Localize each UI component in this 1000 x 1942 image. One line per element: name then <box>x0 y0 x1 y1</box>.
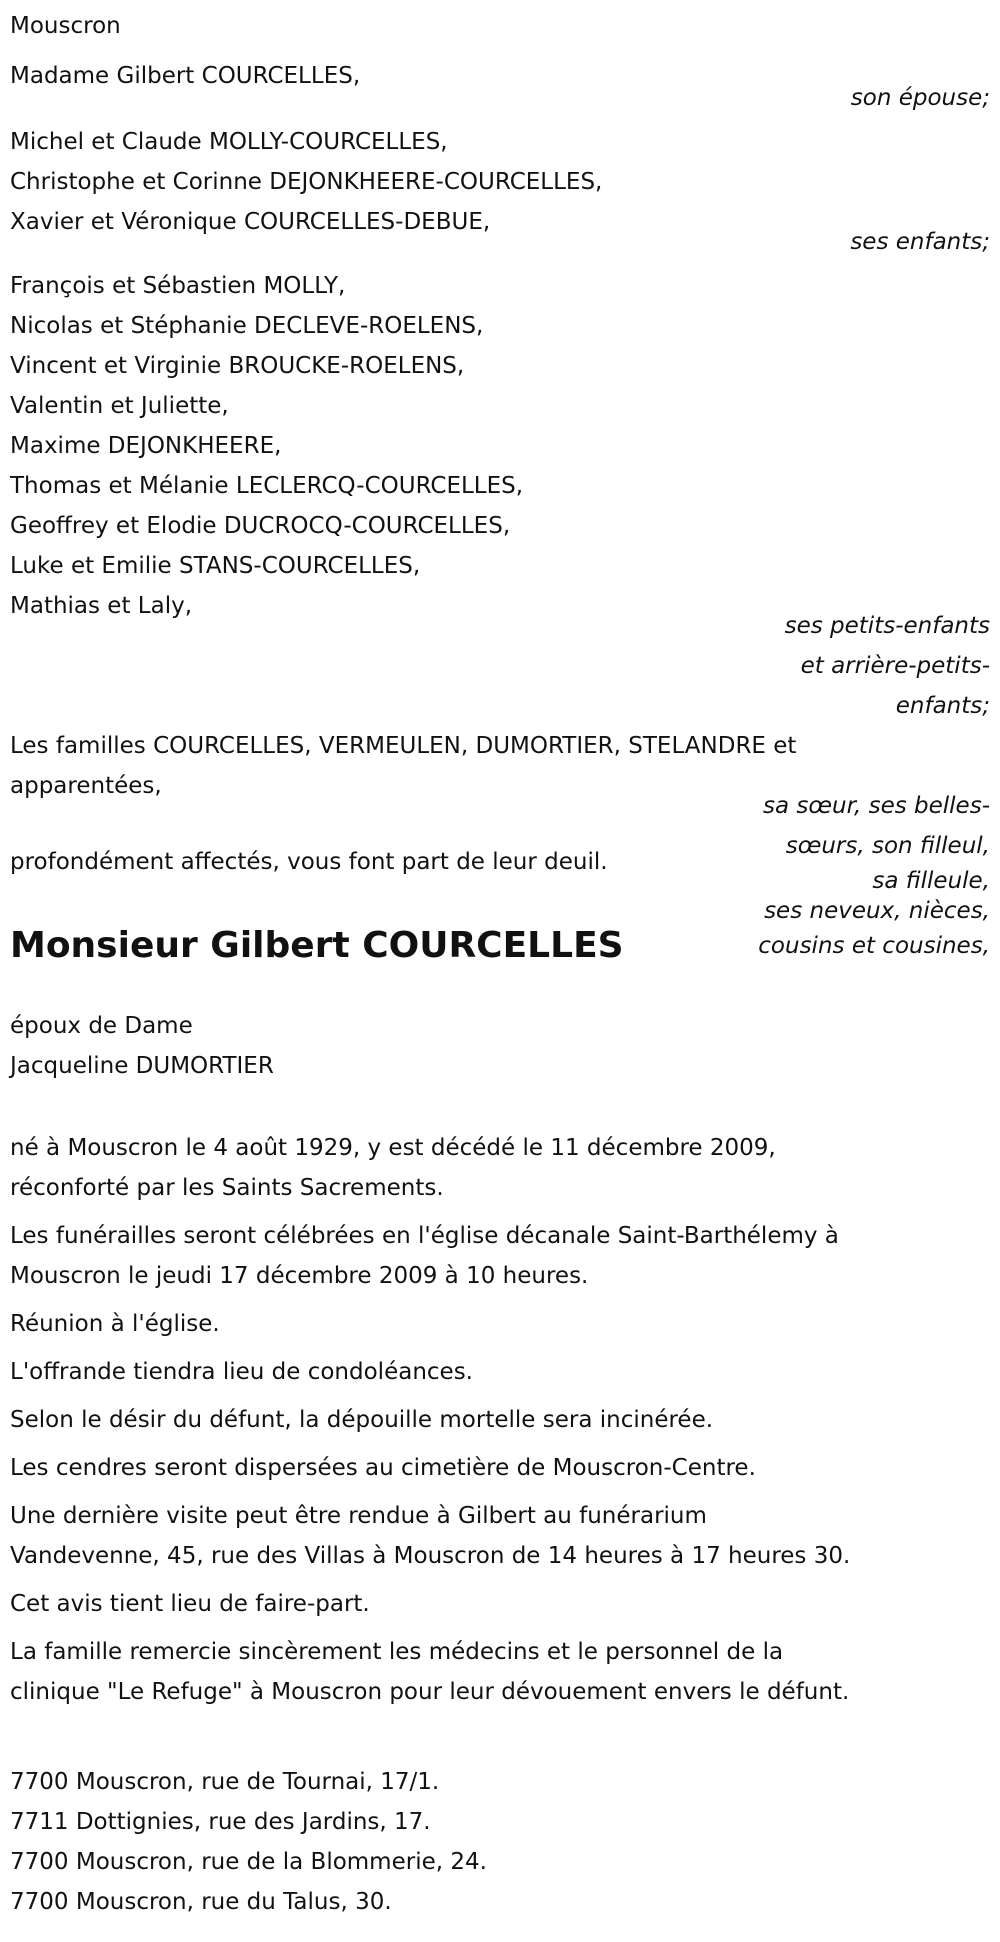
children-list <box>10 122 602 242</box>
role-line: cousins et cousines, <box>758 933 990 959</box>
announcement: profondément affectés, vous font part de leur deuil. <box>10 849 608 875</box>
list-item: Geoffrey et Elodie DUCROCQ-COURCELLES, <box>10 513 511 539</box>
paragraph: L'offrande tiendra lieu de condoléances. <box>10 1359 473 1385</box>
deceased-name: Monsieur Gilbert COURCELLES <box>10 925 624 966</box>
address-line: 7711 Dottignies, rue des Jardins, 17. <box>10 1809 431 1835</box>
location: Mouscron <box>10 13 121 39</box>
paragraph-line: Vandevenne, 45, rue des Villas à Mouscron de 14 heures à 17 heures 30. <box>10 1543 851 1569</box>
list-item: Michel et Claude MOLLY-COURCELLES, <box>10 129 448 155</box>
families-line: Les familles COURCELLES, VERMEULEN, DUMORTIER, STELANDRE et <box>10 733 797 759</box>
paragraph <box>10 1128 985 1208</box>
role-line: sa sœur, ses belles- <box>763 793 990 819</box>
list-item: Mathias et Laly, <box>10 593 193 619</box>
address-line: 7700 Mouscron, rue du Talus, 30. <box>10 1889 392 1915</box>
children-role: ses enfants; <box>850 229 990 255</box>
list-item: Christophe et Corinne DEJONKHEERE-COURCELLES, <box>10 169 603 195</box>
spouse-role: son épouse; <box>850 85 990 111</box>
list-item: Valentin et Juliette, <box>10 393 229 419</box>
paragraph-line: Les funérailles seront célébrées en l'église décanale Saint-Barthélemy à <box>10 1223 839 1249</box>
paragraph: Les cendres seront dispersées au cimetière de Mouscron-Centre. <box>10 1455 756 1481</box>
role-line: sœurs, son filleul, <box>785 833 990 859</box>
address-line: 7700 Mouscron, rue de Tournai, 17/1. <box>10 1769 440 1795</box>
list-item: Maxime DEJONKHEERE, <box>10 433 282 459</box>
list-item: Nicolas et Stéphanie DECLEVE-ROELENS, <box>10 313 484 339</box>
paragraph-line: clinique "Le Refuge" à Mouscron pour leur dévouement envers le défunt. <box>10 1679 850 1705</box>
grandchildren-role <box>785 606 990 726</box>
spouse-of <box>10 1006 274 1086</box>
role-line: enfants; <box>895 693 990 719</box>
address-line: 7700 Mouscron, rue de la Blommerie, 24. <box>10 1849 487 1875</box>
spouse-line: Madame Gilbert COURCELLES, <box>10 63 361 89</box>
paragraph: Selon le désir du défunt, la dépouille mortelle sera incinérée. <box>10 1407 714 1433</box>
paragraph-line: Mouscron le jeudi 17 décembre 2009 à 10 heures. <box>10 1263 589 1289</box>
spouse-of-line: Jacqueline DUMORTIER <box>10 1053 274 1079</box>
paragraph-line: réconforté par les Saints Sacrements. <box>10 1175 444 1201</box>
paragraph: Réunion à l'église. <box>10 1311 220 1337</box>
paragraph-line: né à Mouscron le 4 août 1929, y est décédé le 11 décembre 2009, <box>10 1135 776 1161</box>
list-item: François et Sébastien MOLLY, <box>10 273 346 299</box>
families-line: apparentées, <box>10 773 162 799</box>
grandchildren-list <box>10 266 523 626</box>
role-line: ses petits-enfants <box>784 613 990 639</box>
families-role <box>758 786 990 966</box>
paragraph <box>10 1632 985 1712</box>
list-item: Xavier et Véronique COURCELLES-DEBUE, <box>10 209 491 235</box>
families <box>10 726 796 806</box>
paragraph <box>10 1496 985 1576</box>
role-line: ses neveux, nièces, <box>764 898 990 924</box>
list-item: Thomas et Mélanie LECLERCQ-COURCELLES, <box>10 473 524 499</box>
paragraph-line: Une dernière visite peut être rendue à Gilbert au funérarium <box>10 1503 707 1529</box>
paragraph-line: La famille remercie sincèrement les médecins et le personnel de la <box>10 1639 784 1665</box>
details <box>10 1128 985 1712</box>
paragraph: Cet avis tient lieu de faire-part. <box>10 1591 370 1617</box>
list-item: Luke et Emilie STANS-COURCELLES, <box>10 553 421 579</box>
paragraph <box>10 1216 985 1296</box>
role-line: sa filleule, <box>872 868 990 894</box>
role-line: et arrière-petits- <box>800 653 990 679</box>
list-item: Vincent et Virginie BROUCKE-ROELENS, <box>10 353 465 379</box>
spouse-of-line: époux de Dame <box>10 1013 193 1039</box>
addresses <box>10 1762 487 1922</box>
